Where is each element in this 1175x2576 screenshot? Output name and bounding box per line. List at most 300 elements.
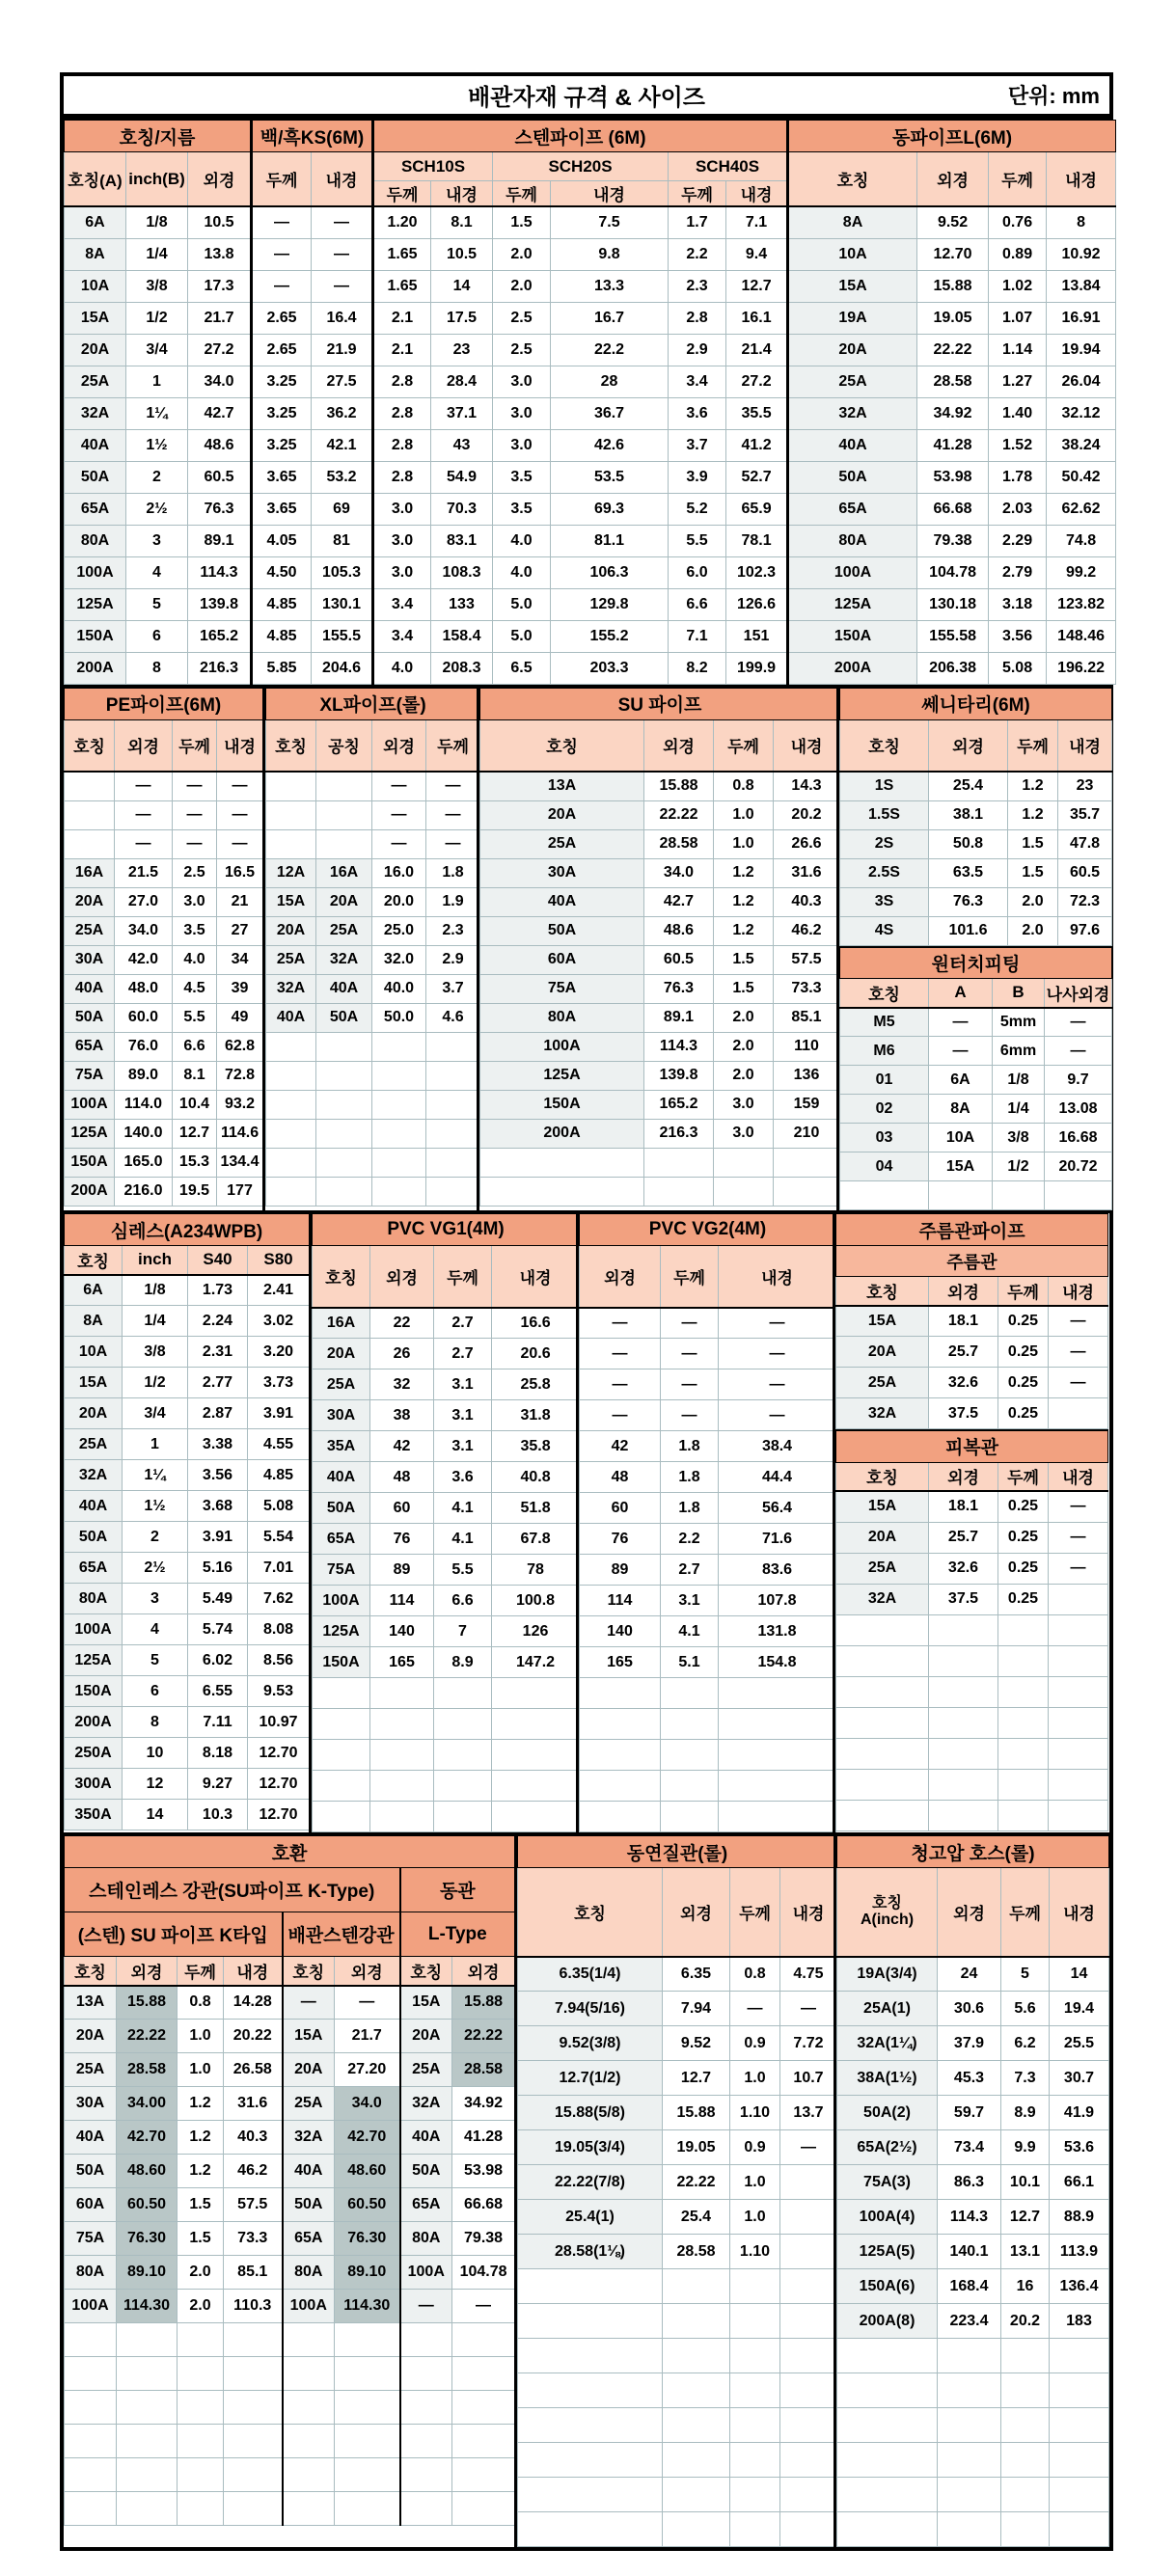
table-row	[840, 858, 1112, 887]
table-cell: 100A	[65, 1090, 115, 1119]
table-cell: —	[1049, 1491, 1108, 1522]
table-cell: 12	[123, 1769, 188, 1800]
table-cell: 1/4	[993, 1095, 1045, 1124]
table-cell	[518, 2339, 663, 2373]
table-cell: —	[312, 270, 373, 302]
table-row	[65, 772, 263, 800]
table-cell: 2.1	[373, 334, 431, 366]
table-row	[518, 2096, 837, 2130]
table-cell: 20A	[836, 1522, 929, 1553]
sanitary-body	[840, 772, 1112, 945]
col-name: 호칭	[283, 1957, 335, 1986]
table-cell: 3.25	[252, 397, 312, 429]
table-cell	[1050, 2339, 1109, 2373]
col-od: 외경	[644, 719, 714, 772]
table-row	[840, 829, 1112, 858]
table-cell: 2.9	[426, 945, 480, 974]
table-cell	[1050, 2443, 1109, 2478]
table-cell	[492, 1709, 580, 1740]
table-cell: 4.0	[493, 556, 551, 588]
table-cell: 79.38	[917, 525, 989, 556]
table-cell: 10.1	[1001, 2165, 1050, 2200]
table-row	[313, 1647, 580, 1678]
table-cell: 25A	[836, 1553, 929, 1584]
table-cell: 3.02	[248, 1306, 310, 1337]
table-cell: —	[780, 2130, 837, 2165]
table-cell: 5.08	[248, 1491, 310, 1522]
table-row	[65, 2020, 515, 2053]
table-cell: 38.1	[929, 800, 1008, 829]
table-cell: 150A(6)	[837, 2269, 938, 2304]
table-cell: 20.0	[372, 887, 426, 916]
table-cell: 1S	[840, 772, 929, 800]
table-cell: 17.3	[188, 270, 252, 302]
col-sch40s: SCH40S	[669, 152, 788, 181]
table-cell	[644, 1177, 714, 1206]
table-cell: 5.0	[493, 620, 551, 652]
table-cell: 21	[217, 887, 263, 916]
table-row	[313, 1524, 580, 1555]
table-cell	[780, 2512, 837, 2547]
table-cell	[313, 1740, 370, 1771]
table-cell: 2.65	[252, 334, 312, 366]
table-cell: 200A	[65, 652, 126, 684]
table-cell: 45.3	[938, 2061, 1001, 2096]
table-cell: 223.4	[938, 2304, 1001, 2339]
table-row	[518, 2165, 837, 2200]
table-cell	[434, 1678, 492, 1709]
table-cell: 200A	[65, 1707, 123, 1738]
table-cell	[719, 1740, 836, 1771]
table-cell	[313, 1678, 370, 1709]
table-cell: —	[730, 1992, 780, 2026]
table-cell: 13.3	[551, 270, 669, 302]
table-cell: 32A	[400, 2087, 452, 2121]
table-cell: 104.78	[917, 556, 989, 588]
table-row	[313, 1740, 580, 1771]
table-cell	[452, 2492, 515, 2526]
table-cell	[836, 1614, 929, 1645]
table-cell: 42.70	[335, 2121, 400, 2155]
col-name: 호칭	[836, 1277, 929, 1306]
table-cell: 48.60	[335, 2155, 400, 2188]
table-cell: 20A	[283, 2053, 335, 2087]
table-row	[518, 2061, 837, 2096]
table-cell: 20.2	[1001, 2304, 1050, 2339]
table-cell: 107.8	[719, 1586, 836, 1616]
table-cell: 1.8	[661, 1493, 719, 1524]
col-ks-thk: 두께	[252, 152, 312, 207]
table-cell: 5.16	[188, 1553, 248, 1584]
table-cell: 136	[774, 1061, 840, 1090]
table-cell: 100.8	[492, 1586, 580, 1616]
table-cell: 50A	[480, 916, 644, 945]
table-row	[840, 1037, 1112, 1066]
table-cell: 0.25	[998, 1584, 1049, 1614]
table-cell	[518, 2408, 663, 2443]
table-cell: 3/8	[993, 1124, 1045, 1152]
table-cell	[1049, 1800, 1108, 1830]
table-cell: 1.5S	[840, 800, 929, 829]
table-cell: 72.8	[217, 1061, 263, 1090]
table-cell: 8A	[929, 1095, 993, 1124]
table-cell: 2.0	[1008, 916, 1058, 945]
table-cell	[663, 2408, 730, 2443]
table-cell: 5	[123, 1645, 188, 1676]
table-cell: 139.8	[644, 1061, 714, 1090]
table-row	[313, 1400, 580, 1431]
table-cell: 4.0	[493, 525, 551, 556]
col-thk: 두께	[998, 1277, 1049, 1306]
table-row	[65, 887, 263, 916]
table-cell: 216.3	[188, 652, 252, 684]
table-cell: 53.98	[452, 2155, 515, 2188]
col-id: 내경	[1049, 1462, 1108, 1491]
table-cell: —	[780, 1992, 837, 2026]
table-cell: 65A	[788, 493, 917, 525]
table-row	[837, 2269, 1109, 2304]
col-name: 호칭	[836, 1462, 929, 1491]
compat-title: 호환	[65, 1836, 515, 1868]
table-cell: 49	[217, 1003, 263, 1032]
table-cell: 1.65	[373, 270, 431, 302]
table-cell: 125A	[65, 1119, 115, 1148]
table-cell: 1.73	[188, 1275, 248, 1306]
table-cell: 34	[217, 945, 263, 974]
table-cell: 32A	[836, 1584, 929, 1614]
col-cu-id: 내경	[1047, 152, 1116, 207]
table-cell	[518, 2373, 663, 2408]
table-row	[580, 1431, 836, 1462]
table-row	[266, 1119, 480, 1148]
table-cell: 155.5	[312, 620, 373, 652]
table-cell: 10.4	[173, 1090, 217, 1119]
table-row	[313, 1586, 580, 1616]
soft-copper-title: 동연질관(롤)	[518, 1836, 837, 1868]
soft-copper-box	[514, 1835, 833, 2547]
table-row	[837, 2373, 1109, 2408]
table-cell: 27.2	[188, 334, 252, 366]
table-cell: 3.4	[373, 620, 431, 652]
table-cell: 0.25	[998, 1553, 1049, 1584]
table-cell: 9.4	[726, 238, 788, 270]
table-row	[65, 1460, 310, 1491]
table-row	[65, 800, 263, 829]
compat-sub-su-ktype: (스텐) SU 파이프 K타입	[65, 1912, 283, 1957]
table-cell: 32.12	[1047, 397, 1116, 429]
table-cell: 1½	[126, 429, 188, 461]
table-cell: —	[115, 772, 173, 800]
table-cell: 102.3	[726, 556, 788, 588]
table-row	[266, 1032, 480, 1061]
table-cell: 34.0	[115, 916, 173, 945]
table-cell: 40.3	[774, 887, 840, 916]
table-cell: 13.8	[188, 238, 252, 270]
table-cell: 1.27	[989, 366, 1047, 397]
table-cell: 15.88	[452, 1986, 515, 2020]
table-cell	[266, 1119, 316, 1148]
table-cell: 1.10	[730, 2235, 780, 2269]
table-cell: 42	[580, 1431, 661, 1462]
table-cell	[452, 2458, 515, 2492]
table-cell: 60.5	[644, 945, 714, 974]
table-cell: 114.30	[117, 2290, 178, 2323]
table-cell: 1.0	[178, 2020, 224, 2053]
table-cell	[400, 2492, 452, 2526]
table-cell: 46.2	[224, 2155, 283, 2188]
table-cell: 0.8	[730, 1957, 780, 1992]
table-cell: 15A	[788, 270, 917, 302]
table-cell	[283, 2458, 335, 2492]
table-cell: 25A	[65, 916, 115, 945]
table-row	[313, 1462, 580, 1493]
table-cell: 27	[217, 916, 263, 945]
corrugated-coated-box	[833, 1213, 1105, 1832]
table-cell: 19.5	[173, 1177, 217, 1206]
col-thread-od: 나사외경	[1045, 979, 1112, 1008]
table-cell: 8	[126, 652, 188, 684]
table-cell: 0.8	[178, 1986, 224, 2020]
corrugated-table	[835, 1213, 1108, 1429]
table-cell: —	[283, 1986, 335, 2020]
table-cell: 0.25	[998, 1522, 1049, 1553]
table-cell	[1049, 1584, 1108, 1614]
table-cell: 60A	[65, 2188, 117, 2222]
table-cell: 24	[938, 1957, 1001, 1992]
table-cell: 14	[123, 1800, 188, 1830]
table-cell: 28.58	[663, 2235, 730, 2269]
table-cell: 25.4(1)	[518, 2200, 663, 2235]
table-cell: 32A	[65, 397, 126, 429]
table-cell: 5.1	[661, 1647, 719, 1678]
table-cell: 80A	[283, 2256, 335, 2290]
xl-title: XL파이프(롤)	[266, 688, 480, 719]
table-cell: 8A	[65, 1306, 123, 1337]
table-cell: 4.0	[373, 652, 431, 684]
table-row	[580, 1308, 836, 1339]
table-cell	[400, 2458, 452, 2492]
table-cell: 66.68	[917, 493, 989, 525]
table-cell: 4.50	[252, 556, 312, 588]
table-cell	[730, 2373, 780, 2408]
table-cell: 147.2	[492, 1647, 580, 1678]
table-cell: 1/2	[126, 302, 188, 334]
table-cell: 130.18	[917, 588, 989, 620]
table-cell: 139.8	[188, 588, 252, 620]
table-row	[837, 1992, 1109, 2026]
table-row	[65, 652, 1116, 684]
table-cell	[580, 1678, 661, 1709]
table-cell: 200A(8)	[837, 2304, 938, 2339]
table-cell: 3	[126, 525, 188, 556]
table-row	[313, 1678, 580, 1709]
table-cell: 3.6	[434, 1462, 492, 1493]
table-cell: 3.91	[248, 1398, 310, 1429]
table-cell: 3.5	[493, 493, 551, 525]
table-row	[480, 1003, 840, 1032]
table-cell: —	[426, 829, 480, 858]
table-cell: 4.55	[248, 1429, 310, 1460]
table-row	[580, 1647, 836, 1678]
table-cell: 53.5	[551, 461, 669, 493]
table-cell: 2.8	[373, 366, 431, 397]
title-bar	[64, 76, 1109, 117]
table-cell: —	[661, 1308, 719, 1339]
table-row	[65, 1676, 310, 1707]
table-cell	[316, 1148, 372, 1177]
table-row	[266, 1003, 480, 1032]
table-cell	[938, 2478, 1001, 2512]
table-cell: 114.6	[217, 1119, 263, 1148]
table-row	[266, 974, 480, 1003]
table-cell	[335, 2492, 400, 2526]
table-cell	[313, 1771, 370, 1802]
col-id: 내경	[431, 181, 493, 207]
table-cell: 100A	[65, 2290, 117, 2323]
table-cell: —	[372, 829, 426, 858]
table-row	[836, 1645, 1108, 1676]
table-row	[313, 1369, 580, 1400]
table-cell: —	[661, 1339, 719, 1369]
table-cell: 65A	[283, 2222, 335, 2256]
table-cell	[663, 2339, 730, 2373]
table-cell: 8A	[65, 238, 126, 270]
table-cell: 79.38	[452, 2222, 515, 2256]
table-cell: 6	[123, 1676, 188, 1707]
table-cell: 40A	[65, 2121, 117, 2155]
table-row	[266, 1148, 480, 1177]
table-cell: 3.7	[426, 974, 480, 1003]
table-cell	[65, 772, 115, 800]
table-cell	[929, 1769, 998, 1800]
table-cell: 32A	[316, 945, 372, 974]
table-cell: 75A	[480, 974, 644, 1003]
table-cell	[316, 772, 372, 800]
table-row	[840, 1124, 1112, 1152]
table-cell	[929, 1181, 993, 1210]
table-cell: 2.3	[669, 270, 726, 302]
col-id: 내경	[224, 1957, 283, 1986]
table-cell	[492, 1771, 580, 1802]
table-cell	[65, 829, 115, 858]
table-row	[580, 1771, 836, 1802]
table-cell: 62.62	[1047, 493, 1116, 525]
table-cell	[313, 1802, 370, 1832]
table-row	[65, 2188, 515, 2222]
col-od: 외경	[580, 1246, 661, 1308]
table-row	[266, 945, 480, 974]
col-thk: 두께	[426, 719, 480, 772]
table-cell: 85.1	[224, 2256, 283, 2290]
table-row	[65, 429, 1116, 461]
table-cell	[938, 2339, 1001, 2373]
table-cell: 3.4	[669, 366, 726, 397]
table-cell	[452, 2323, 515, 2357]
table-cell: 2.7	[661, 1555, 719, 1586]
table-cell: 114.3	[644, 1032, 714, 1061]
col-od: 외경	[117, 1957, 178, 1986]
table-cell: 20.22	[224, 2020, 283, 2053]
table-cell: 25.8	[492, 1369, 580, 1400]
table-row	[836, 1584, 1108, 1614]
table-cell	[774, 1177, 840, 1206]
table-row	[840, 1095, 1112, 1124]
table-cell: 65A(2½)	[837, 2130, 938, 2165]
table-row	[837, 2304, 1109, 2339]
col-od: 외경	[663, 1868, 730, 1957]
table-cell: 23	[431, 334, 493, 366]
table-cell: 3.0	[493, 366, 551, 397]
col-thk: 두께	[714, 719, 774, 772]
table-cell: 65A	[313, 1524, 370, 1555]
table-cell: 6.6	[434, 1586, 492, 1616]
table-cell: 1.0	[730, 2165, 780, 2200]
table-cell: 88.9	[1050, 2200, 1109, 2235]
table-cell: 42.7	[188, 397, 252, 429]
table-cell	[370, 1771, 434, 1802]
table-cell	[224, 2391, 283, 2425]
table-cell: 10.92	[1047, 238, 1116, 270]
table-cell: 4.85	[252, 620, 312, 652]
table-cell: 19.05(3/4)	[518, 2130, 663, 2165]
col-od: 외경	[452, 1957, 515, 1986]
table-cell: 34.0	[335, 2087, 400, 2121]
table-cell: 69	[312, 493, 373, 525]
corrugated-title: 주름관파이프	[836, 1214, 1108, 1246]
table-row	[518, 2512, 837, 2547]
table-cell: 32	[370, 1369, 434, 1400]
table-cell: 6A	[65, 206, 126, 238]
table-cell: 123.82	[1047, 588, 1116, 620]
table-cell: 35.5	[726, 397, 788, 429]
table-cell: 106.3	[551, 556, 669, 588]
table-cell: 18.1	[929, 1306, 998, 1337]
table-cell: 125A	[313, 1616, 370, 1647]
table-cell: 12.70	[248, 1738, 310, 1769]
table-cell: 2.03	[989, 493, 1047, 525]
table-cell: 126.6	[726, 588, 788, 620]
table-cell	[370, 1709, 434, 1740]
table-cell: 20A	[65, 334, 126, 366]
table-cell	[492, 1678, 580, 1709]
table-cell: 0.8	[714, 772, 774, 800]
table-cell: 41.28	[917, 429, 989, 461]
table-cell: —	[312, 238, 373, 270]
table-cell	[663, 2304, 730, 2339]
table-cell: 1.7	[669, 206, 726, 238]
table-cell: 16.5	[217, 858, 263, 887]
table-row	[266, 1061, 480, 1090]
table-cell: 13.1	[1001, 2235, 1050, 2269]
table-row	[65, 397, 1116, 429]
table-row	[65, 588, 1116, 620]
table-cell: 26.04	[1047, 366, 1116, 397]
table-cell: 4.05	[252, 525, 312, 556]
table-cell: 114.0	[115, 1090, 173, 1119]
table-row	[518, 2339, 837, 2373]
corrugated-subtitle: 주름관	[836, 1246, 1108, 1277]
table-cell: 8.56	[248, 1645, 310, 1676]
table-cell: 03	[840, 1124, 929, 1152]
table-row	[313, 1431, 580, 1462]
table-cell: 3	[123, 1584, 188, 1614]
table-cell: 2.3	[426, 916, 480, 945]
table-cell: 2.8	[373, 461, 431, 493]
table-row	[518, 2130, 837, 2165]
table-cell	[730, 2408, 780, 2443]
table-cell: 4	[123, 1614, 188, 1645]
table-cell: 38A(1½)	[837, 2061, 938, 2096]
